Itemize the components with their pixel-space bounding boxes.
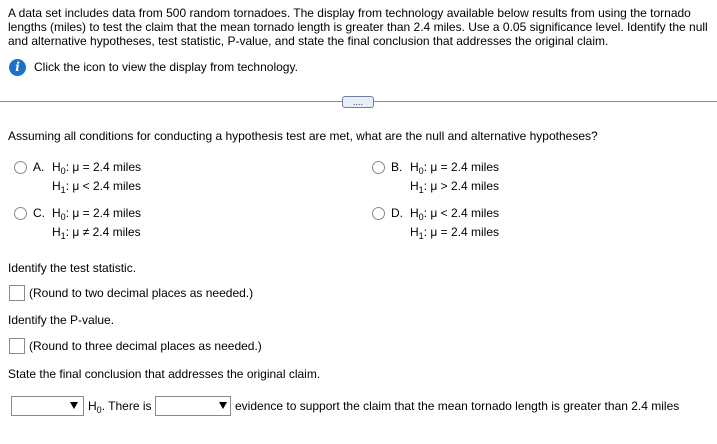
- test-statistic-hint: (Round to two decimal places as needed.): [29, 286, 254, 300]
- conclusion-middle-text: $H_0$. There is: [88, 399, 152, 415]
- radio-button[interactable]: [14, 207, 27, 220]
- alternative-hypothesis: $H_1$: μ = 2.4 miles: [410, 225, 500, 241]
- info-icon[interactable]: i: [9, 59, 26, 76]
- dropdown-arrow-icon: [219, 402, 227, 409]
- radio-button[interactable]: [14, 161, 27, 174]
- alternative-hypothesis: $H_1$: μ > 2.4 miles: [410, 179, 500, 195]
- option-d[interactable]: [372, 206, 572, 246]
- null-hypothesis: $H_0$: μ = 2.4 miles: [410, 160, 500, 176]
- test-statistic-label: Identify the test statistic.: [8, 261, 137, 275]
- evidence-dropdown[interactable]: [155, 396, 231, 416]
- radio-button[interactable]: [372, 161, 385, 174]
- question-text: Assuming all conditions for conducting a hypothesis test are met, what are the null and alternative hypotheses?: [8, 129, 598, 143]
- expand-button[interactable]: ....: [342, 96, 374, 108]
- dropdown-arrow-icon: [70, 402, 78, 409]
- option-letter: D.: [391, 206, 403, 220]
- option-letter: C.: [33, 206, 45, 220]
- conclusion-label: State the final conclusion that addresses the original claim.: [8, 367, 321, 381]
- option-b[interactable]: [372, 160, 572, 200]
- technology-display-link[interactable]: [9, 58, 298, 76]
- option-c[interactable]: [14, 206, 214, 246]
- option-a[interactable]: [14, 160, 214, 200]
- alternative-hypothesis: $H_1$: μ ≠ 2.4 miles: [52, 225, 141, 241]
- option-letter: A.: [33, 160, 45, 174]
- null-hypothesis: $H_0$: μ = 2.4 miles: [52, 206, 142, 222]
- reject-decision-dropdown[interactable]: [11, 396, 84, 416]
- p-value-label: Identify the P-value.: [8, 313, 115, 327]
- p-value-hint: (Round to three decimal places as needed.): [29, 339, 262, 353]
- test-statistic-input[interactable]: [9, 285, 25, 301]
- option-letter: B.: [391, 160, 403, 174]
- null-hypothesis: $H_0$: μ = 2.4 miles: [52, 160, 142, 176]
- info-link-text[interactable]: Click the icon to view the display from technology.: [34, 60, 298, 74]
- conclusion-tail-text: evidence to support the claim that the mean tornado length is greater than 2.4 miles: [235, 399, 680, 413]
- null-hypothesis: $H_0$: μ < 2.4 miles: [410, 206, 500, 222]
- p-value-input[interactable]: [9, 338, 25, 354]
- radio-button[interactable]: [372, 207, 385, 220]
- problem-statement: A data set includes data from 500 random tornadoes. The display from technology available below results from using the tornado lengths (miles) to test the claim that the mean tornado length is greater than 2.4 miles. Use a 0.05 significance level. Identify the null and alternative hypotheses, test statistic, P-value, and state the final conclusion that addresses the original claim.: [8, 6, 708, 48]
- alternative-hypothesis: $H_1$: μ < 2.4 miles: [52, 179, 142, 195]
